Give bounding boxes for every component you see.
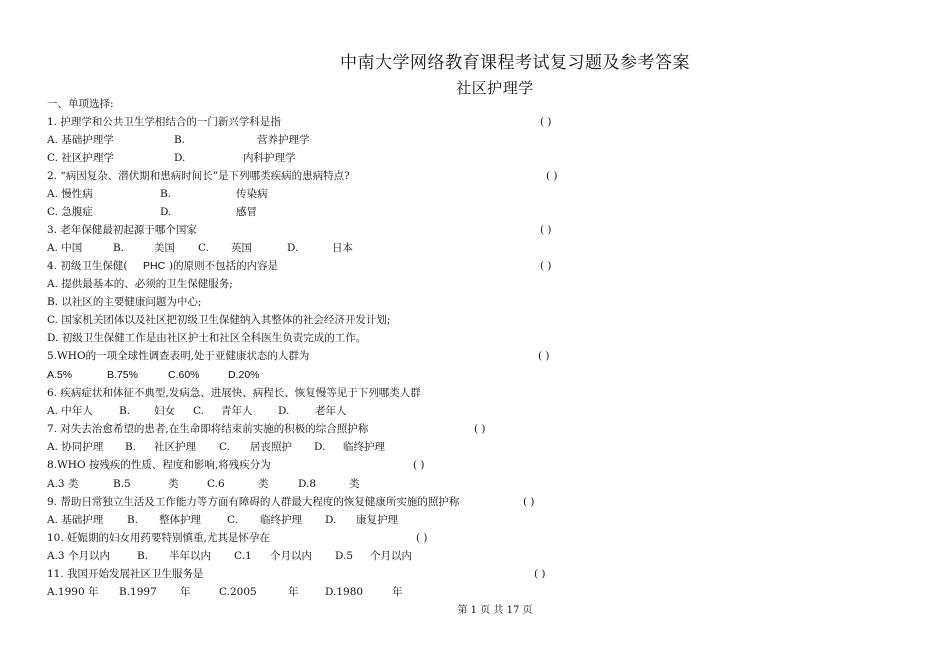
document-page: 中南大学网络教育课程考试复习题及参考答案 社区护理学 一、单项选择: 1. 护理学和公共卫生学相结合的一门新兴学科是指 ( ) A. 基础护理学 B. 营养护理学 C. 社区护理学 D. 内科护理学 2. “病因复杂、潜伏期和患病时间长”是下列哪类疾病的患病特点? ( ) A. 慢性病 B. 传染病 C. 急腹症 D. 感冒 3. 老年保健最初起源于哪个国家 ( ) A. 中国 B. 美国 C. 英国 D. 日本 4. 初级卫生保健( PHC )的原则不包括的内容是 ( ) A. 提供最基本的、必须的卫生保健服务; B. 以社区的主要健康问题为中心; C. 国家机关团体以及社区把初级卫生保健纳入其整体的社会经济开发计划; D. 初级卫生保健工作是由社区护士和社区全科医生负责完成的工作。 5.WHO的一项全球性调查表明,处于亚健康状态的人群为 ( ) A.5% B.75% C.60% D.20% 6. 疾病症状和体征不典型,发病急、进展快、病程长、恢复慢等见于下列哪类人群 A. 中年人 B. 妇女 C. 青年人 D. 老年人 7. 对失去治愈希望的患者,在生命即将结束前实施的积极的综合照护称 ( ) A. 协同护理 B. 社区护理 C. 居丧照护 D. 临终护理 8.WHO 按残疾的性质、程度和影响,将残疾分为 ( ) A.3 类 B.5 类 C.6 类 D.8 类 9. 帮助日常独立生活及工作能力等方面有障碍的人群最大程度的恢复健康所实施的照护称 ( ) A. 基础护理 B. 整体护理 C. 临终护理 D. 康复护理 10. 妊娠期的妇女用药要特别慎重,尤其是怀孕在 ( ) A.3 个月以内 B. 半年以内 C.1 个月以内 D.5 个月以内 11. 我国开始发展社区卫生服务是 ( ) A.1990 年 B.1997 年 C.2005 年 D.1980 年 第 1 页 共 17 页 [0, 0, 950, 672]
option: B. [137, 550, 149, 562]
option: 康复护理 [356, 514, 398, 526]
option: 年 [392, 586, 403, 598]
option: B.75% [107, 369, 138, 381]
option: C. [219, 441, 230, 453]
option: A. 基础护理 [47, 514, 104, 526]
option: A. 中年人 [47, 405, 93, 417]
option: A. 协同护理 [47, 441, 104, 453]
option: D.1980 [325, 586, 364, 598]
option: B.5 [113, 478, 131, 490]
question-stem-abbr: PHC [143, 260, 166, 272]
option: A. 中国 [47, 242, 83, 254]
option: B. [174, 134, 186, 146]
option: C. 急腹症 [47, 206, 93, 218]
page-footer: 第 1 页 共 17 页 [457, 605, 533, 616]
option: 社区护理 [154, 441, 196, 453]
option: B. [113, 242, 125, 254]
option: C.2005 [219, 586, 257, 598]
option: 临终护理 [343, 441, 385, 453]
question-stem: 4. 初级卫生保健( [47, 260, 128, 272]
question-stem: 5.WHO的一项全球性调查表明,处于亚健康状态的人群为 [47, 350, 310, 362]
option: 妇女 [154, 405, 175, 417]
option: C. 社区护理学 [47, 152, 114, 164]
option: 类 [168, 478, 179, 490]
answer-paren: ( ) [538, 350, 550, 362]
option: 日本 [332, 242, 353, 254]
document-subtitle: 社区护理学 [456, 79, 534, 97]
question-stem: 9. 帮助日常独立生活及工作能力等方面有障碍的人群最大程度的恢复健康所实施的照护称 [47, 496, 460, 508]
question-stem: 2. “病因复杂、潜伏期和患病时间长”是下列哪类疾病的患病特点? [47, 170, 350, 182]
option: 年 [288, 586, 299, 598]
option: 个月以内 [270, 550, 312, 562]
option: A.5% [47, 369, 73, 381]
option: 临终护理 [260, 514, 302, 526]
document-title: 中南大学网络教育课程考试复习题及参考答案 [340, 53, 690, 73]
option: B. [125, 441, 137, 453]
option: A. 慢性病 [47, 188, 93, 200]
option: D. [174, 152, 186, 164]
option: D. [287, 242, 299, 254]
question-stem: 1. 护理学和公共卫生学相结合的一门新兴学科是指 [47, 116, 281, 128]
answer-paren: ( ) [546, 170, 558, 182]
option: D.8 [298, 478, 317, 490]
question-stem: 3. 老年保健最初起源于哪个国家 [47, 224, 197, 236]
question-stem: 11. 我国开始发展社区卫生服务是 [47, 568, 204, 580]
question-stem: 8.WHO 按残疾的性质、程度和影响,将残疾分为 [47, 459, 271, 471]
option: C. [227, 514, 238, 526]
option: 个月以内 [370, 550, 412, 562]
option: 传染病 [236, 188, 268, 200]
option: B.1997 [119, 586, 157, 598]
option: 年 [180, 586, 191, 598]
answer-paren: ( ) [523, 496, 535, 508]
option: D. [278, 405, 290, 417]
option: 营养护理学 [257, 134, 310, 146]
answer-paren: ( ) [413, 459, 425, 471]
question-stem: )的原则不包括的内容是 [169, 260, 279, 272]
answer-paren: ( ) [540, 116, 552, 128]
option: 类 [258, 478, 269, 490]
option: A. 基础护理学 [47, 134, 114, 146]
option: 老年人 [315, 405, 347, 417]
option: 整体护理 [159, 514, 201, 526]
option: D.5 [335, 550, 354, 562]
option: C.6 [207, 478, 225, 490]
option: D.20% [228, 369, 260, 381]
option: 美国 [154, 242, 175, 254]
option: B. [119, 405, 131, 417]
option: A.1990 年 [47, 586, 99, 598]
document-header [0, 48, 950, 98]
option: 居丧照护 [250, 441, 292, 453]
option: B. [160, 188, 172, 200]
option: A.3 类 [47, 478, 79, 490]
option: D. [160, 206, 172, 218]
answer-paren: ( ) [534, 568, 546, 580]
option: C.60% [168, 369, 200, 381]
option: 感冒 [236, 206, 257, 218]
option: D. [325, 514, 337, 526]
answer-paren: ( ) [474, 423, 486, 435]
option: 英国 [231, 242, 252, 254]
option: C. [198, 242, 209, 254]
option: C.1 [234, 550, 252, 562]
option: B. [127, 514, 139, 526]
option: D. [314, 441, 326, 453]
answer-paren: ( ) [540, 260, 552, 272]
question-stem: 7. 对失去治愈希望的患者,在生命即将结束前实施的积极的综合照护称 [47, 423, 369, 435]
question-stem: 10. 妊娠期的妇女用药要特别慎重,尤其是怀孕在 [47, 532, 270, 544]
option: C. [193, 405, 204, 417]
question-stem: 6. 疾病症状和体征不典型,发病急、进展快、病程长、恢复慢等见于下列哪类人群 [47, 387, 421, 399]
option: A.3 个月以内 [47, 550, 110, 562]
answer-paren: ( ) [540, 224, 552, 236]
option: 半年以内 [169, 550, 211, 562]
option: 类 [349, 478, 360, 490]
answer-paren: ( ) [416, 532, 428, 544]
option: 内科护理学 [243, 152, 296, 164]
option: 青年人 [221, 405, 253, 417]
